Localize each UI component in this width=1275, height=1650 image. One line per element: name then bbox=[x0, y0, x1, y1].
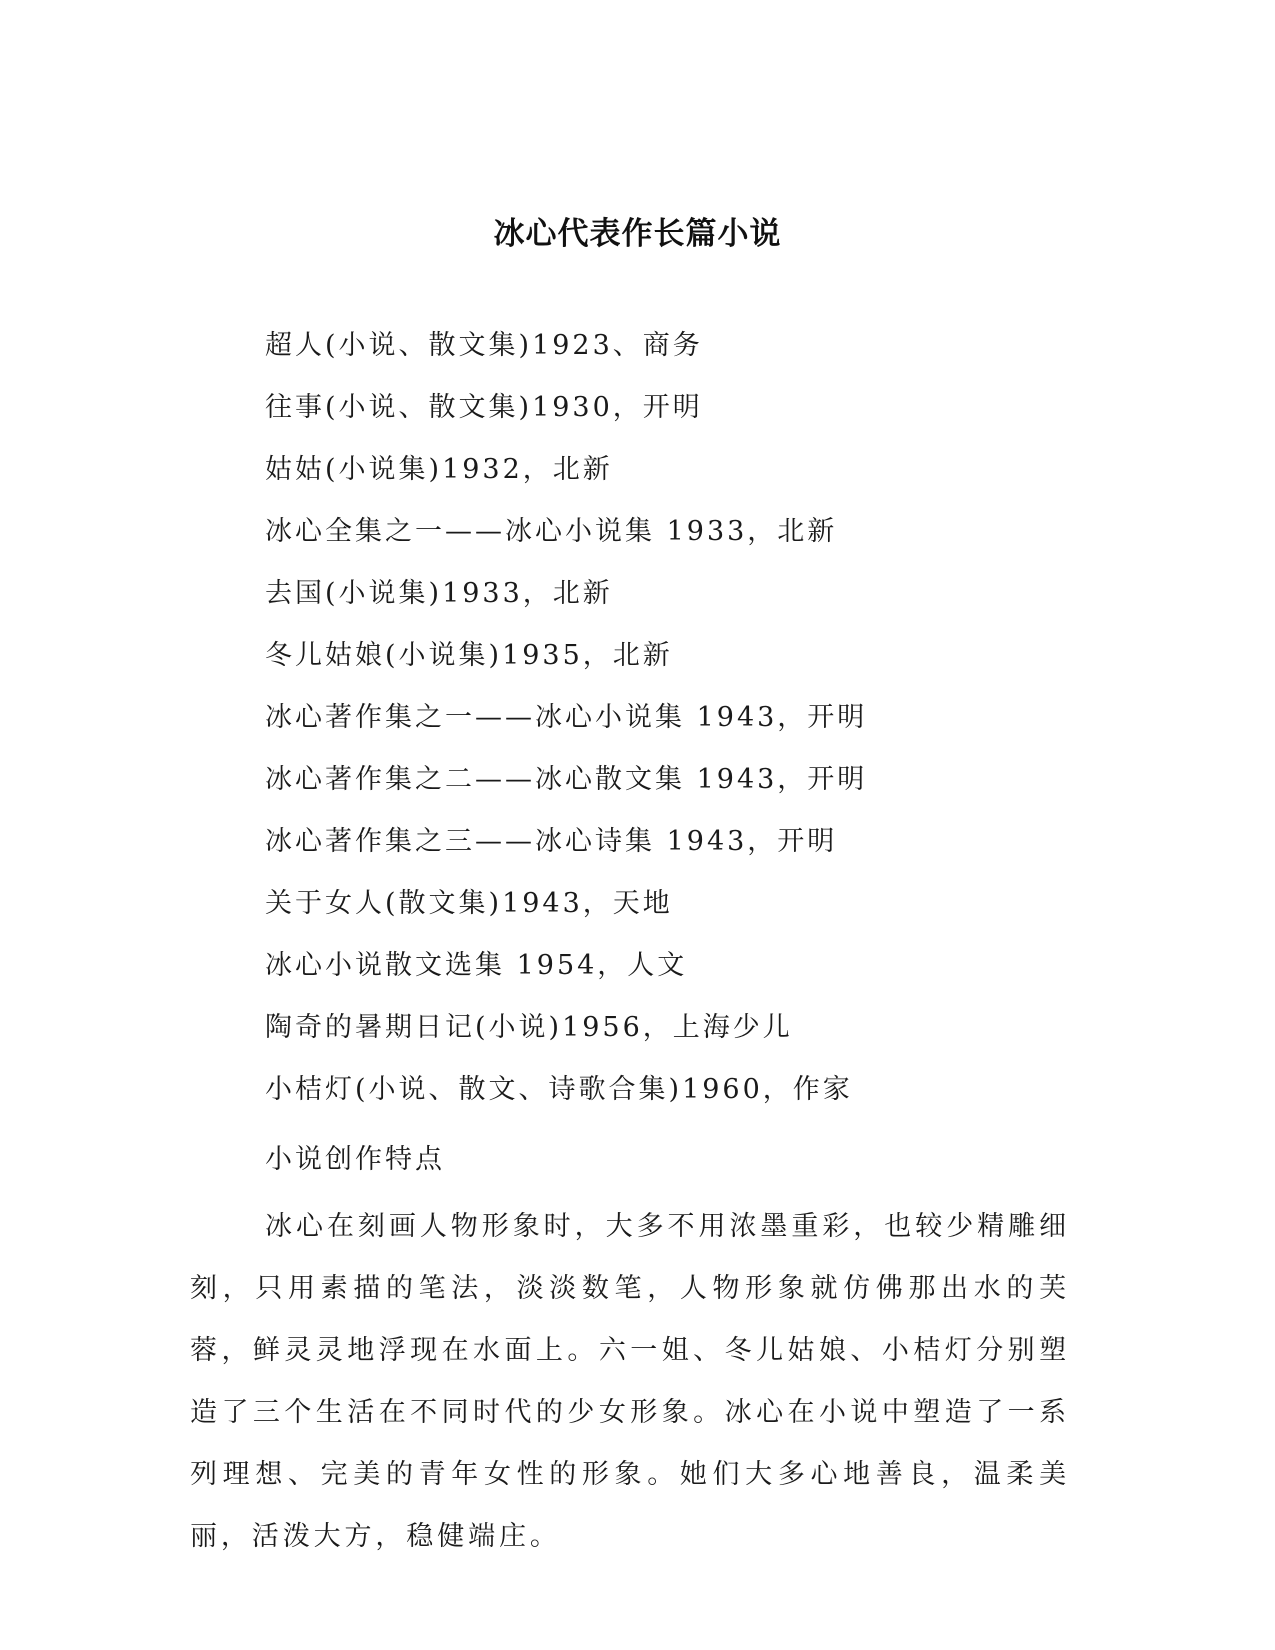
works-list-item: 陶奇的暑期日记(小说)1956，上海少儿 bbox=[265, 1012, 793, 1043]
works-list-item: 关于女人(散文集)1943，天地 bbox=[265, 888, 673, 919]
works-list-item: 姑姑(小说集)1932，北新 bbox=[265, 454, 613, 485]
works-list-item: 冰心小说散文选集 1954，人文 bbox=[265, 950, 688, 981]
works-list-item: 往事(小说、散文集)1930，开明 bbox=[265, 392, 703, 423]
works-list-item: 超人(小说、散文集)1923、商务 bbox=[265, 330, 703, 361]
works-list-item: 小桔灯(小说、散文、诗歌合集)1960，作家 bbox=[265, 1074, 853, 1105]
works-list-item: 冰心著作集之三——冰心诗集 1943，开明 bbox=[265, 826, 838, 857]
works-list bbox=[265, 330, 867, 1136]
works-list-item: 冬儿姑娘(小说集)1935，北新 bbox=[265, 640, 673, 671]
document-title: 冰心代表作长篇小说 bbox=[493, 216, 782, 252]
works-list-item: 冰心著作集之一——冰心小说集 1943，开明 bbox=[265, 702, 868, 733]
works-list-item: 冰心全集之一——冰心小说集 1933，北新 bbox=[265, 516, 838, 547]
works-list-item: 去国(小说集)1933，北新 bbox=[265, 578, 613, 609]
body-paragraph: 冰心在刻画人物形象时，大多不用浓墨重彩，也较少精雕细刻，只用素描的笔法，淡淡数笔，人物形象就仿佛那出水的芙蓉，鲜灵灵地浮现在水面上。六一姐、冬儿姑娘、小桔灯分别塑造了三个生活在不同时代的少女形象。冰心在小说中塑造了一系列理想、完美的青年女性的形象。她们大多心地善良，温柔美丽，活泼大方，稳健端庄。 bbox=[190, 1211, 1070, 1552]
section-heading: 小说创作特点 bbox=[265, 1144, 445, 1175]
works-list-item: 冰心著作集之二——冰心散文集 1943，开明 bbox=[265, 764, 868, 795]
